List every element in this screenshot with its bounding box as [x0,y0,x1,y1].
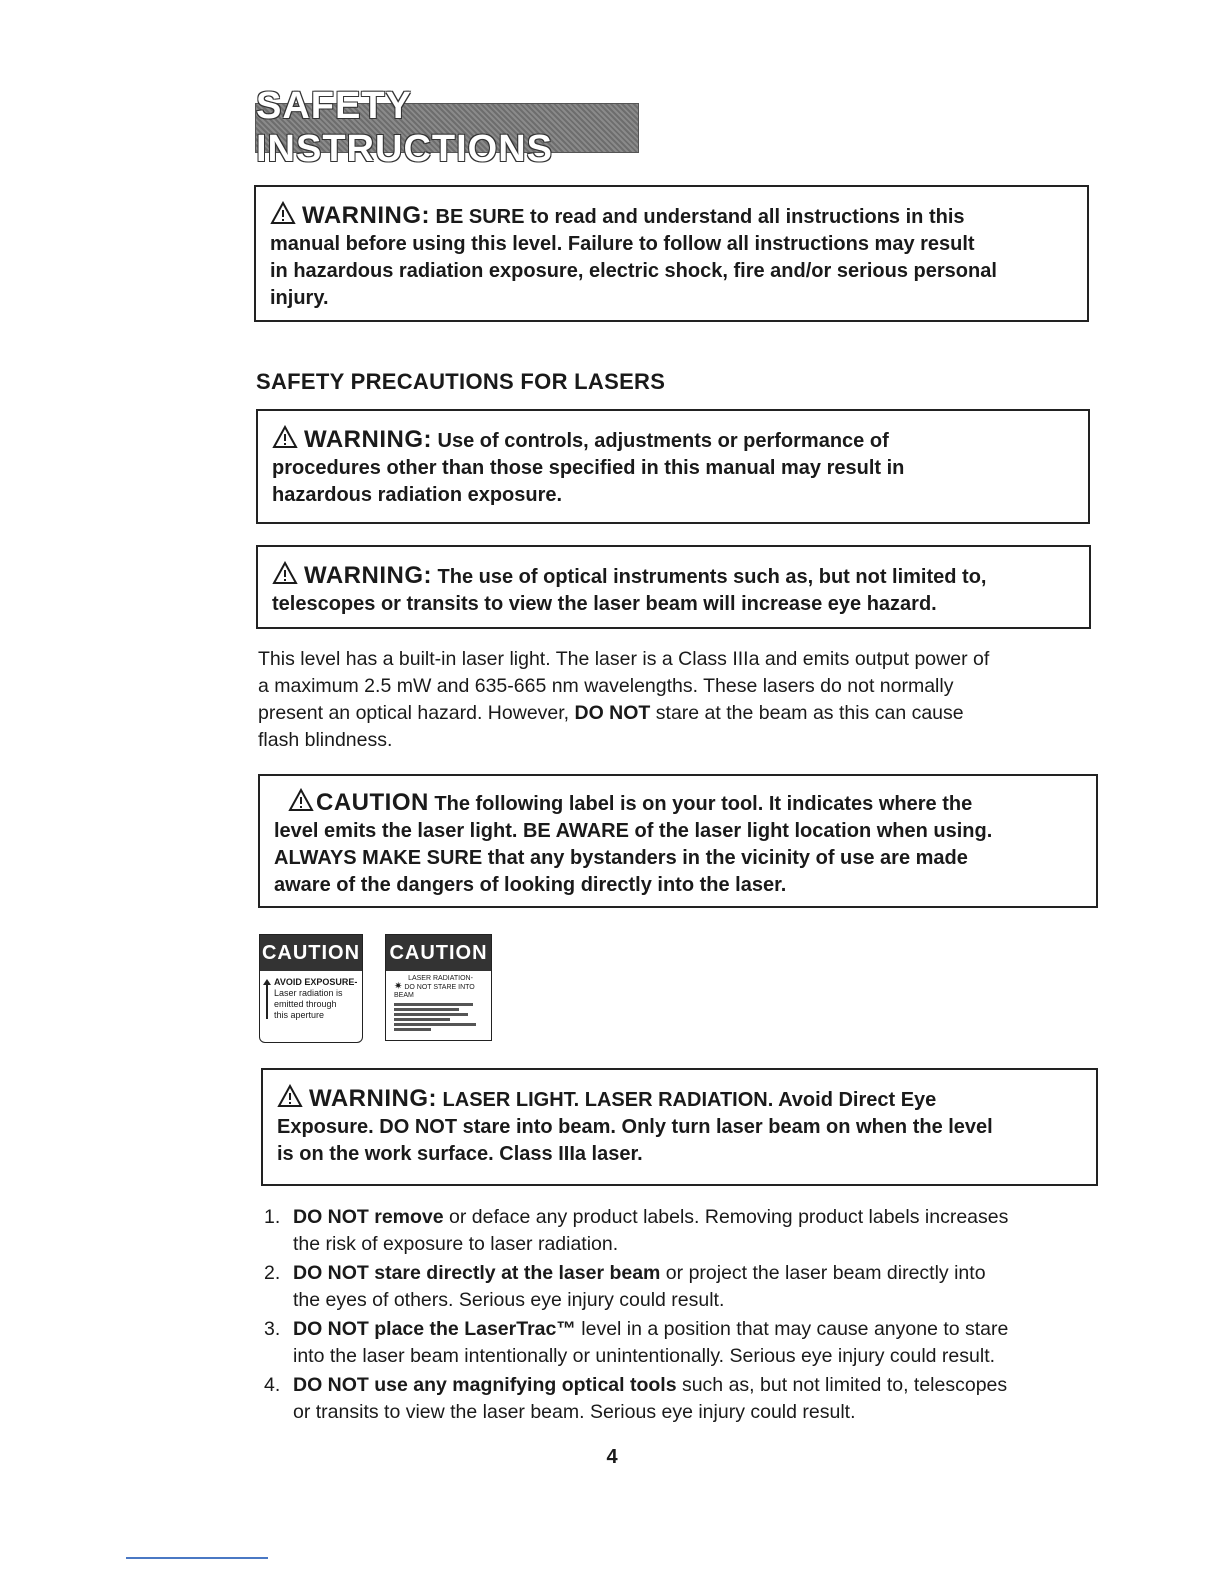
warning-signal-word: WARNING: [304,426,432,453]
caution-label-left [259,934,363,1043]
warning-triangle-icon [277,1084,303,1108]
caution-signal-word: CAUTION [316,789,429,816]
warning-triangle-icon [272,561,298,585]
label-header: CAUTION [386,935,491,971]
section-heading: SAFETY PRECAUTIONS FOR LASERS [256,369,666,394]
safety-rules-list [260,1204,1105,1428]
warning-box-optical [256,545,1091,629]
paragraph-line: flash blindness. [258,729,393,751]
banner-title: SAFETY INSTRUCTIONS [256,85,553,170]
caution-text-line: aware of the dangers of looking directly into the laser. [274,874,787,896]
list-item-emphasis: DO NOT place the LaserTrac™ [293,1318,576,1340]
list-item-text: or deface any product labels. Removing product labels increases [443,1206,1009,1228]
warning-triangle-icon [272,425,298,449]
warning-text-line: telescopes or transits to view the laser beam will increase eye hazard. [272,593,937,615]
list-item-text: into the laser beam intentionally or unintentionally. Serious eye injury could result. [293,1345,996,1367]
warning-box-general [254,185,1089,322]
list-number: 3. [264,1318,281,1340]
page-number: 4 [606,1446,618,1468]
list-item-text: or transits to view the laser beam. Serious eye injury could result. [293,1401,856,1423]
list-number: 4. [264,1374,281,1396]
label-header: CAUTION [260,935,362,971]
warning-text-line: LASER LIGHT. LASER RADIATION. Avoid Direct Eye [442,1089,937,1111]
label-text: this aperture [274,1010,325,1020]
warning-triangle-icon [288,788,314,812]
list-number: 1. [264,1206,281,1228]
paragraph-text: present an optical hazard. However, [258,702,575,724]
label-text: LASER RADIATION- [408,975,473,982]
warning-signal-word: WARNING: [304,562,432,589]
label-fine-print [394,1003,487,1031]
list-item [260,1316,1105,1370]
label-text: Laser radiation is [274,988,343,998]
warning-box-controls [256,409,1090,524]
list-item-text: level in a position that may cause anyone to stare [575,1318,1009,1340]
paragraph-text: stare at the beam as this can cause [650,702,964,724]
list-number: 2. [264,1262,281,1284]
paragraph-emphasis: DO NOT [574,702,651,724]
warning-text-line: Use of controls, adjustments or performance of [437,430,889,452]
laser-burst-icon: ✷ [394,981,403,992]
warning-text-line: BE SURE to read and understand all instructions in this [435,206,965,228]
warning-text-line: procedures other than those specified in this manual may result in [272,457,905,479]
list-item-emphasis: DO NOT use any magnifying optical tools [293,1374,677,1396]
list-item-emphasis: DO NOT remove [293,1206,444,1228]
footer-rule [126,1557,268,1559]
warning-text-line: hazardous radiation exposure. [272,484,563,506]
warning-signal-word: WARNING: [302,202,430,229]
caution-label-right [385,934,492,1041]
caution-text-line: ALWAYS MAKE SURE that any bystanders in the vicinity of use are made [274,847,968,869]
list-item-text: the eyes of others. Serious eye injury could result. [293,1289,725,1311]
laser-class-paragraph [258,646,1088,754]
paragraph-line: This level has a built-in laser light. The laser is a Class IIIa and emits output power of [258,648,990,670]
list-item-text: the risk of exposure to laser radiation. [293,1233,619,1255]
warning-signal-word: WARNING: [309,1085,437,1112]
warning-text-line: manual before using this level. Failure to follow all instructions may result [270,233,975,255]
list-item-text: such as, but not limited to, telescopes [676,1374,1008,1396]
list-item [260,1372,1105,1426]
warning-text-line: injury. [270,287,329,309]
section-banner [255,85,639,170]
list-item-emphasis: DO NOT stare directly at the laser beam [293,1262,661,1284]
label-text: emitted through [274,999,337,1009]
warning-box-laser-light [261,1068,1098,1186]
label-text: AVOID EXPOSURE- [274,977,358,987]
warning-text-line: in hazardous radiation exposure, electric shock, fire and/or serious personal [270,260,997,282]
paragraph-line: a maximum 2.5 mW and 635-665 nm wavelengths. These lasers do not normally [258,675,954,697]
list-item [260,1260,1105,1314]
caution-text-line: level emits the laser light. BE AWARE of the laser light location when using. [274,820,993,842]
warning-text-line: Exposure. DO NOT stare into beam. Only turn laser beam on when the level [277,1116,993,1138]
label-text: DO NOT STARE INTO BEAM [394,984,475,999]
arrow-up-icon [263,979,271,1019]
list-item-text: or project the laser beam directly into [660,1262,986,1284]
warning-triangle-icon [270,201,296,225]
caution-text-line: The following label is on your tool. It indicates where the [434,793,973,815]
warning-text-line: is on the work surface. Class IIIa laser. [277,1143,643,1165]
caution-box [258,774,1098,908]
list-item [260,1204,1105,1258]
warning-text-line: The use of optical instruments such as, but not limited to, [437,566,987,588]
